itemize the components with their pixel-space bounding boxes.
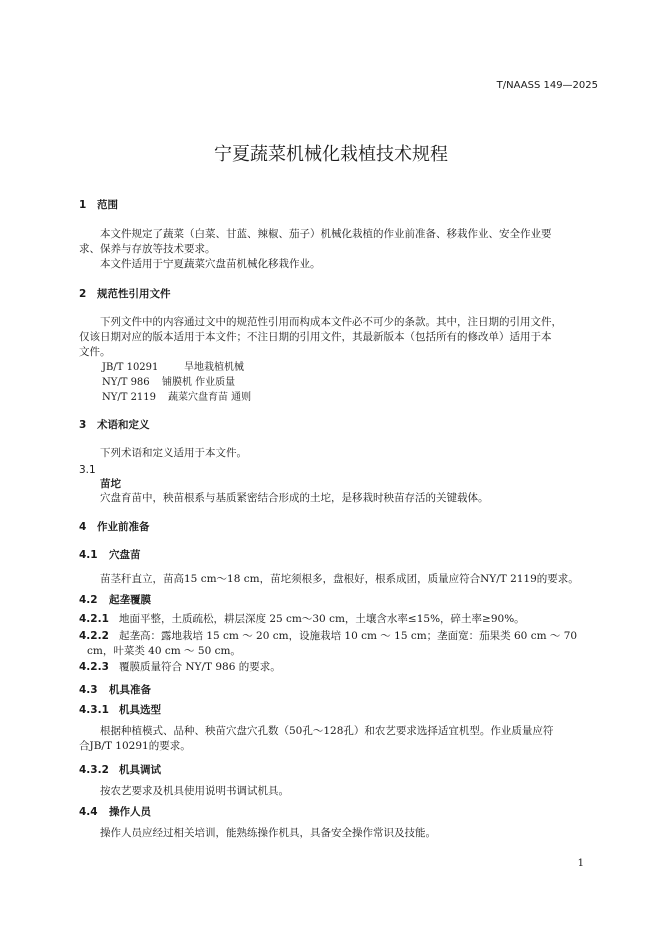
- standard-code: T/NAASS 149—2025: [496, 80, 598, 91]
- subsection-4-1-heading: 4.1 穴盘苗: [79, 549, 141, 561]
- subsection-4-2-heading: 4.2 起垄覆膜: [79, 594, 151, 606]
- clause-4-2-2-continued: cm，叶菜类 40 cm ～ 50 cm。: [87, 645, 241, 657]
- page-number: 1: [577, 858, 584, 869]
- term-definition: 穴盘育苗中，秧苗根系与基质紧密结合形成的土坨，是移栽时秧苗存活的关键载体。: [100, 492, 489, 504]
- reference-item: NY/T 2119 蔬菜穴盘育苗 通则: [102, 392, 252, 403]
- section-2-body: 下列文件中的内容通过文中的规范性引用而构成本文件必不可少的条款。其中，注日期的引用文件， 仅该日期对应的版本适用于本文件；不注日期的引用文件，其最新版本（包括所有的修改单）适用于本 文件。: [79, 316, 562, 358]
- section-2-heading: 2 规范性引用文件: [79, 288, 171, 300]
- section-1-heading: 1 范围: [79, 199, 118, 211]
- subsection-4-3-1-heading: 4.3.1 机具选型: [79, 704, 161, 716]
- clause-4-2-1: 4.2.1 地面平整，土质疏松，耕层深度 25 cm～30 cm，土壤含水率≤15%，碎土率≥90%。: [79, 613, 525, 625]
- subsection-4-4-body: 操作人员应经过相关培训，能熟练操作机具，具备安全操作常识及技能。: [100, 827, 436, 839]
- subsection-4-4-heading: 4.4 操作人员: [79, 806, 151, 818]
- clause-4-2-2: 4.2.2 起垄高：露地栽培 15 cm ～ 20 cm，设施栽培 10 cm ～ 15 cm；垄面宽：茄果类 60 cm ～ 70: [79, 630, 578, 642]
- reference-item: JB/T 10291 旱地栽植机械: [102, 362, 244, 373]
- subsection-4-3-2-body: 按农艺要求及机具使用说明书调试机具。: [100, 785, 289, 797]
- section-3-heading: 3 术语和定义: [79, 419, 150, 431]
- subsection-4-3-1-body: 根据种植模式、品种、秧苗穴盘穴孔数（50孔～128孔）和农艺要求选择适宜机型。作业质量应符 合JB/T 10291的要求。: [79, 725, 554, 752]
- subsection-4-3-heading: 4.3 机具准备: [79, 684, 151, 696]
- document-title: 宁夏蔬菜机械化栽植技术规程: [214, 144, 448, 165]
- reference-item: NY/T 986 铺膜机 作业质量: [102, 377, 236, 388]
- section-4-heading: 4 作业前准备: [79, 521, 150, 533]
- subsection-4-3-2-heading: 4.3.2 机具调试: [79, 764, 161, 776]
- clause-4-2-3: 4.2.3 覆膜质量符合 NY/T 986 的要求。: [79, 661, 281, 673]
- section-3-intro: 下列术语和定义适用于本文件。: [100, 447, 247, 459]
- term-number: 3.1: [79, 464, 96, 476]
- section-1-body: 本文件规定了蔬菜（白菜、甘蓝、辣椒、茄子）机械化栽植的作业前准备、移栽作业、安全作业要 求、保养与存放等技术要求。 本文件适用于宁夏蔬菜穴盘苗机械化移栽作业。: [79, 228, 552, 270]
- subsection-4-1-body: 苗茎秆直立，苗高15 cm～18 cm，苗坨须根多，盘根好，根系成团，质量应符合NY/T 2119的要求。: [100, 573, 579, 585]
- term-title: 苗坨: [100, 478, 121, 490]
